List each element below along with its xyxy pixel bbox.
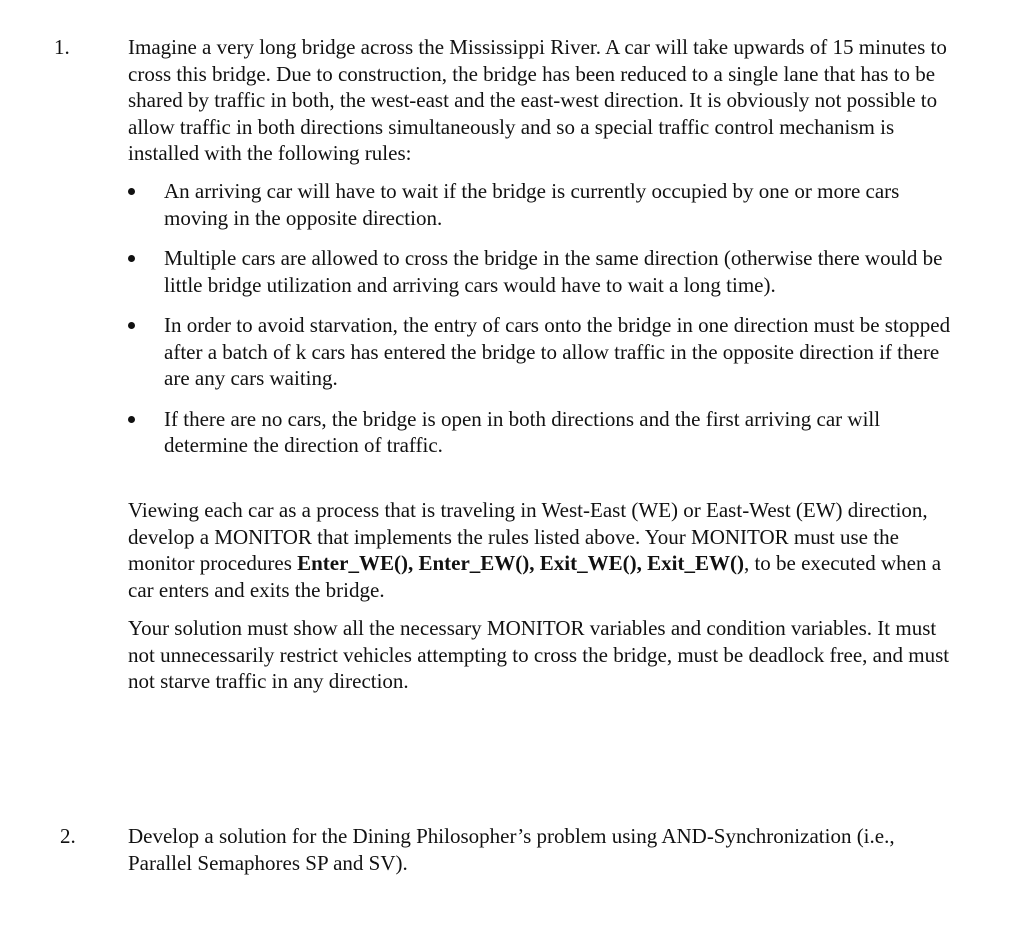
rule-item — [128, 312, 958, 392]
question-1-number: 1. — [54, 35, 70, 59]
bullet-icon — [128, 188, 135, 195]
question-1-task — [128, 497, 958, 603]
bullet-icon — [128, 416, 135, 423]
procedure-exit-ew: Exit_EW() — [647, 551, 744, 575]
rule-text: An arriving car will have to wait if the bridge is currently occupied by one or more cars moving in the opposite direction. — [164, 179, 900, 230]
rule-text: Multiple cars are allowed to cross the bridge in the same direction (otherwise there would be little bridge utilization and arriving cars would have to wait a long time). — [164, 246, 943, 297]
procedure-enter-ew: Enter_EW() — [418, 551, 530, 575]
rule-item — [128, 406, 958, 459]
rules-list — [128, 178, 958, 473]
rule-item — [128, 178, 958, 231]
procedure-exit-we: Exit_WE() — [539, 551, 637, 575]
procedure-separator: , — [529, 551, 540, 575]
bullet-icon — [128, 255, 135, 262]
task-text-part2: , to be executed when a car enters and exits the bridge. — [128, 551, 942, 602]
rule-text: In order to avoid starvation, the entry of cars onto the bridge in one direction must be stopped after a batch of k cars has entered the bridge to allow traffic in the opposite direction if there are any cars waiting. — [164, 313, 951, 390]
question-2-text: Develop a solution for the Dining Philosopher’s problem using AND-Synchronization (i.e., Parallel Semaphores SP and SV). — [128, 824, 895, 875]
procedure-separator: , — [407, 551, 419, 575]
bullet-icon — [128, 322, 135, 329]
question-2-number: 2. — [60, 824, 76, 848]
procedure-separator: , — [636, 551, 648, 575]
rule-text: If there are no cars, the bridge is open in both directions and the first arriving car will determine the direction of traffic. — [164, 406, 881, 457]
procedure-enter-we: Enter_WE() — [297, 551, 408, 575]
question-1-intro: Imagine a very long bridge across the Mississippi River. A car will take upwards of 15 minutes to cross this bridge. Due to construction, the bridge has been reduced to a single lane that has to be shared by traffic in both, the west-east and the east-west direction. It is obviously not possible to allow traffic in both directions simultaneously and so a special traffic control mechanism is installed with the following rules: — [128, 35, 947, 165]
rule-item — [128, 245, 958, 298]
question-1-requirements: Your solution must show all the necessary MONITOR variables and condition variables. It must not unnecessarily restrict vehicles attempting to cross the bridge, must be deadlock free, and must not starve traffic in any direction. — [128, 616, 950, 693]
task-text-part1: Viewing each car as a process that is traveling in West-East (WE) or East-West (EW) direction, develop a MONITOR that implements the rules listed above. Your MONITOR must use the monitor procedures — [128, 498, 928, 575]
